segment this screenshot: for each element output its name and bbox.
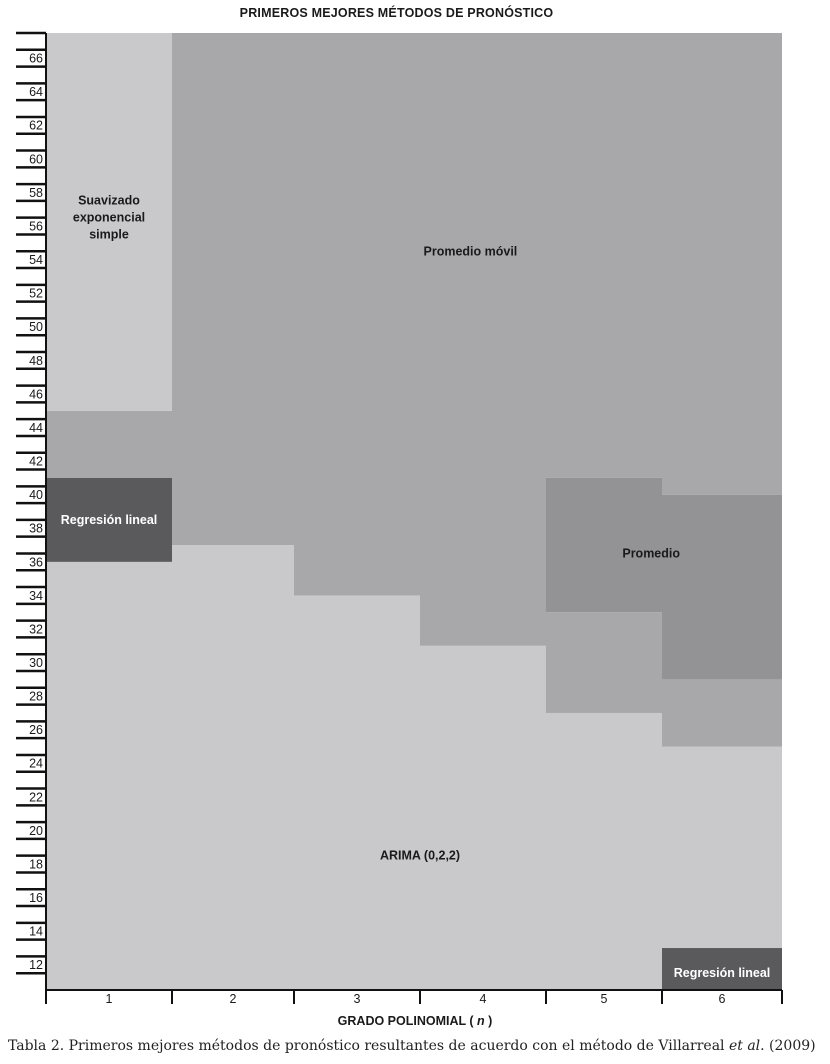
y-tick-label: 28: [29, 689, 43, 704]
x-axis-unit: n: [477, 1014, 485, 1028]
y-tick-label: 56: [29, 219, 43, 234]
heatmap-cell: [662, 747, 782, 948]
y-tick-label: 64: [29, 85, 43, 100]
heatmap-cell: [420, 646, 546, 990]
y-tick-label: 26: [29, 723, 43, 738]
y-tick-label: 52: [29, 286, 43, 301]
y-tick-label: 32: [29, 622, 43, 637]
y-tick-label: 36: [29, 555, 43, 570]
x-tick-label: 2: [229, 992, 237, 1006]
region-label: Promedio móvil: [423, 244, 518, 259]
y-tick-label: 46: [29, 387, 43, 402]
caption-prefix: Tabla 2. Primeros mejores métodos de pronóstico resultantes de acuerdo con el método de Villarreal: [8, 1038, 729, 1054]
heatmap-cell: [46, 562, 172, 990]
y-tick-label: 42: [29, 454, 43, 469]
y-tick-label: 16: [29, 891, 43, 906]
y-tick-label: 44: [29, 420, 43, 435]
y-tick-label: 34: [29, 588, 43, 603]
heatmap-cell: [662, 679, 782, 746]
heatmap-cell: [662, 495, 782, 680]
x-tick-label: 6: [718, 992, 726, 1006]
y-tick-label: 30: [29, 656, 43, 670]
y-tick-label: 60: [29, 152, 43, 167]
y-tick-label: 48: [29, 353, 43, 368]
x-axis-title-text: GRADO POLINOMIAL: [337, 1014, 466, 1028]
heatmap-cell: [546, 713, 662, 990]
figure-caption: [8, 1038, 816, 1054]
x-axis-title: GRADO POLINOMIAL ( n ): [337, 1014, 493, 1028]
y-tick-label: 18: [29, 857, 43, 872]
y-tick-label: 14: [29, 924, 43, 939]
chart-title: PRIMEROS MEJORES MÉTODOS DE PRONÓSTICO: [239, 6, 554, 20]
y-tick-label: 66: [29, 51, 43, 66]
y-tick-label: 24: [29, 756, 43, 771]
region-label: ARIMA (0,2,2): [379, 848, 461, 863]
x-tick-label: 3: [353, 992, 361, 1006]
heatmap-cell: [294, 595, 420, 990]
region-label: Regresión lineal: [60, 512, 158, 527]
caption-et-al: et al: [728, 1038, 761, 1054]
heatmap-cell: [546, 478, 662, 612]
y-tick-label: 50: [29, 320, 43, 335]
heatmap-cell: [546, 33, 662, 478]
x-tick-label: 1: [105, 992, 113, 1006]
y-tick-label: 12: [29, 958, 43, 973]
y-tick-label: 22: [29, 790, 43, 805]
region-label: Suavizado exponencial simple: [72, 193, 146, 242]
heatmap-cell: [172, 33, 294, 545]
y-tick-label: 54: [29, 253, 43, 268]
heatmap-cell: [662, 33, 782, 495]
x-tick-label: 4: [479, 992, 487, 1006]
heatmap-cells: [46, 33, 782, 990]
caption-suffix: . (2009): [760, 1038, 816, 1054]
y-tick-label: 58: [29, 185, 43, 200]
y-tick-label: 40: [29, 488, 43, 503]
y-tick-label: 38: [29, 521, 43, 536]
heatmap-cell: [172, 545, 294, 990]
heatmap-cell: [546, 612, 662, 713]
heatmap-cell: [294, 33, 420, 595]
heatmap-cell: [420, 33, 546, 646]
y-tick-label: 62: [29, 118, 43, 133]
region-label: Promedio: [622, 546, 681, 561]
heatmap-cell: [46, 411, 172, 478]
y-tick-label: 20: [29, 823, 43, 838]
x-tick-label: 5: [600, 992, 608, 1006]
region-label: Regresión lineal: [673, 966, 771, 981]
